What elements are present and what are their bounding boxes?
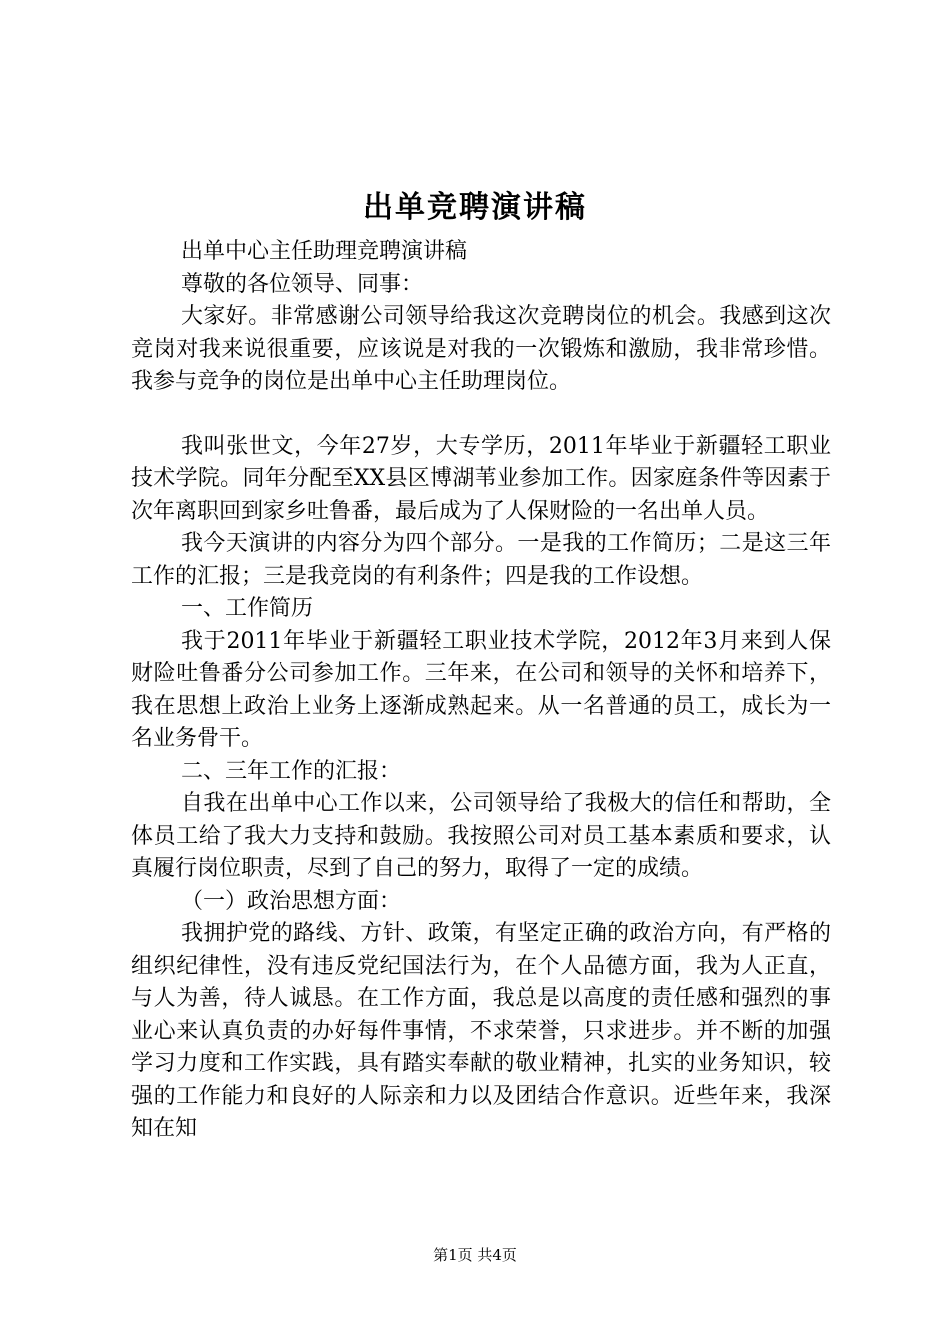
subsection-heading-politics: （一）政治思想方面：: [181, 888, 402, 914]
section-heading-report: 二、三年工作的汇报：: [181, 758, 402, 784]
paragraph-outline: 我今天演讲的内容分为四个部分。一是我的工作简历；二是这三年工作的汇报；三是我竞岗的有利条件；四是我的工作设想。: [131, 531, 831, 589]
paragraph-opening: 大家好。非常感谢公司领导给我这次竞聘岗位的机会。我感到这次竞岗对我来说很重要，应该说是对我的一次锻炼和激励，我非常珍惜。我参与竞争的岗位是出单中心主任助理岗位。: [131, 304, 831, 394]
section-heading-resume: 一、工作简历: [181, 596, 314, 621]
page-footer: 第1页 共4页: [433, 1246, 517, 1264]
paragraph-report: 自我在出单中心工作以来，公司领导给了我极大的信任和帮助，全体员工给了我大力支持和鼓励。我按照公司对员工基本素质和要求，认真履行岗位职责，尽到了自己的努力，取得了一定的成绩。: [131, 791, 831, 881]
paragraph-politics: 我拥护党的路线、方针、政策，有坚定正确的政治方向，有严格的组织纪律性，没有违反党纪国法行为，在个人品德方面，我为人正直，与人为善，待人诚恳。在工作方面，我总是以高度的责任感和强烈的事业心来认真负责的办好每件事情，不求荣誉，只求进步。并不断的加强学习力度和工作实践，具有踏实奉献的敬业精神，扎实的业务知识，较强的工作能力和良好的人际亲和力以及团结合作意识。近些年来，我深知在知: [131, 921, 831, 1141]
paragraph-resume: 我于2011年毕业于新疆轻工职业技术学院，2012年3月来到人保财险吐鲁番分公司参加工作。三年来，在公司和领导的关怀和培养下，我在思想上政治上业务上逐渐成熟起来。从一名普通的员工，成长为一名业务骨干。: [131, 628, 831, 751]
document-title: 出单竞聘演讲稿: [363, 190, 587, 225]
paragraph-salutation: 尊敬的各位领导、同事：: [181, 271, 424, 297]
paragraph-subtitle: 出单中心主任助理竞聘演讲稿: [181, 239, 468, 264]
paragraph-gap: [131, 399, 831, 431]
document-body: [131, 236, 831, 1146]
paragraph-introduction: 我叫张世文，今年27岁，大专学历，2011年毕业于新疆轻工职业技术学院。同年分配至XX县区博湖苇业参加工作。因家庭条件等因素于次年离职回到家乡吐鲁番，最后成为了人保财险的一名出单人员。: [131, 433, 831, 524]
